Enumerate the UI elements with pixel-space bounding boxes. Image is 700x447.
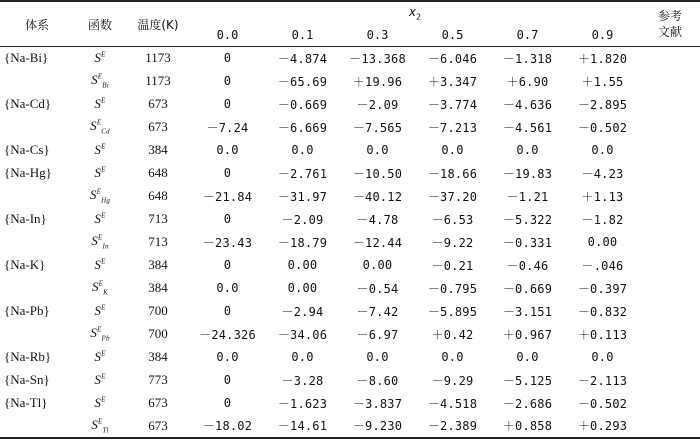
cell-reference bbox=[640, 231, 700, 254]
cell-temperature: 673 bbox=[148, 96, 168, 111]
cell-system: {Na-Cd} bbox=[4, 96, 52, 111]
cell-reference bbox=[640, 277, 700, 300]
table-row bbox=[0, 300, 700, 323]
cell-function bbox=[74, 300, 126, 323]
cell-value: 0 bbox=[223, 166, 232, 180]
cell-value: －12.44 bbox=[352, 235, 403, 250]
cell-system: {Na-K} bbox=[4, 257, 46, 272]
cell-value: －14.61 bbox=[277, 419, 328, 433]
cell-temperature: 773 bbox=[148, 372, 168, 387]
function-subscript: Tl bbox=[102, 426, 109, 435]
function-symbol: S bbox=[90, 325, 98, 341]
cell-function bbox=[74, 277, 126, 300]
function-symbol: S bbox=[94, 303, 102, 318]
cell-value: －18.79 bbox=[277, 235, 328, 250]
cell-value: 0.0 bbox=[366, 143, 389, 157]
cell-system bbox=[0, 415, 74, 438]
cell-value: －.046 bbox=[581, 258, 624, 273]
cell-reference bbox=[640, 139, 700, 162]
function-superscript: E bbox=[98, 279, 104, 288]
header-x-value: 0.0 bbox=[216, 28, 239, 42]
cell-value: －0.502 bbox=[577, 396, 628, 411]
cell-reference bbox=[640, 369, 700, 392]
cell-value: ＋0.42 bbox=[431, 327, 474, 342]
header-x-value: 0.5 bbox=[441, 28, 464, 42]
cell-value: －3.28 bbox=[281, 373, 324, 388]
table-row bbox=[0, 139, 700, 162]
cell-reference bbox=[640, 346, 700, 369]
header-x-value: 0.9 bbox=[591, 28, 614, 42]
cell-value: －5.895 bbox=[427, 304, 478, 319]
cell-value: ＋6.90 bbox=[506, 74, 549, 89]
cell-value: －6.53 bbox=[431, 212, 474, 227]
function-symbol: S bbox=[90, 118, 97, 134]
cell-value: －24.326 bbox=[199, 327, 256, 342]
cell-temperature: 673 bbox=[148, 395, 168, 410]
function-subscript: Cd bbox=[101, 127, 110, 136]
cell-value: 0.0 bbox=[216, 350, 239, 364]
cell-system bbox=[0, 323, 74, 346]
cell-value: 0 bbox=[223, 51, 232, 66]
function-subscript: In bbox=[102, 242, 109, 251]
cell-value: －9.230 bbox=[352, 419, 403, 433]
cell-value: ＋1.820 bbox=[577, 51, 628, 66]
table-row bbox=[0, 231, 700, 254]
cell-temperature: 1173 bbox=[145, 73, 171, 88]
cell-value: －0.669 bbox=[277, 97, 328, 112]
cell-value: －5.125 bbox=[502, 373, 553, 388]
function-symbol: S bbox=[94, 211, 102, 226]
function-superscript: E bbox=[101, 96, 106, 105]
function-symbol: S bbox=[91, 233, 98, 249]
cell-temperature: 713 bbox=[148, 211, 168, 226]
function-superscript: E bbox=[97, 233, 103, 242]
header-x-value: 0.3 bbox=[366, 28, 389, 42]
cell-function bbox=[74, 369, 126, 392]
cell-reference bbox=[640, 415, 700, 438]
cell-value: －0.397 bbox=[577, 281, 628, 296]
function-superscript: E bbox=[101, 211, 106, 220]
cell-system: {Na-Bi} bbox=[4, 50, 49, 66]
cell-value: －1.623 bbox=[277, 396, 328, 411]
cell-system: {Na-Tl} bbox=[4, 395, 48, 410]
cell-value: －2.09 bbox=[281, 212, 324, 227]
function-symbol: S bbox=[91, 279, 99, 295]
cell-value: ＋19.96 bbox=[352, 74, 403, 89]
cell-function bbox=[74, 254, 126, 277]
cell-value: －10.50 bbox=[352, 166, 403, 181]
cell-value: 0.0 bbox=[441, 350, 464, 364]
cell-temperature: 384 bbox=[148, 349, 168, 364]
cell-value: ＋3.347 bbox=[427, 74, 478, 89]
function-subscript: Bi bbox=[102, 81, 109, 90]
cell-value: －1.82 bbox=[581, 212, 624, 227]
cell-value: －1.318 bbox=[502, 51, 553, 66]
cell-value: ＋0.858 bbox=[502, 419, 553, 433]
header-x-value: 0.1 bbox=[291, 28, 314, 42]
cell-value: ＋0.293 bbox=[577, 419, 628, 433]
cell-function bbox=[74, 231, 126, 254]
cell-function bbox=[74, 139, 126, 162]
cell-temperature: 673 bbox=[148, 119, 168, 134]
function-superscript: E bbox=[97, 325, 102, 334]
cell-reference bbox=[640, 300, 700, 323]
cell-value: －6.046 bbox=[427, 51, 478, 66]
function-symbol: S bbox=[94, 96, 102, 111]
cell-value: 0.0 bbox=[291, 143, 314, 157]
table-row bbox=[0, 116, 700, 139]
function-superscript: E bbox=[101, 372, 106, 381]
cell-temperature: 700 bbox=[148, 326, 168, 341]
cell-value: －5.322 bbox=[502, 212, 553, 227]
cell-value: ＋1.13 bbox=[581, 189, 624, 204]
cell-value: －21.84 bbox=[202, 189, 253, 204]
table-row bbox=[0, 70, 700, 93]
cell-value: 0 bbox=[223, 304, 232, 318]
cell-system: {Na-In} bbox=[4, 211, 47, 226]
function-superscript: E bbox=[97, 72, 103, 81]
function-symbol: S bbox=[94, 50, 102, 66]
cell-function bbox=[74, 415, 126, 438]
cell-value: 0.0 bbox=[216, 281, 239, 295]
cell-value: 0.0 bbox=[291, 350, 314, 364]
function-symbol: S bbox=[89, 187, 97, 203]
cell-value: －4.561 bbox=[502, 120, 553, 135]
cell-value: 0 bbox=[223, 97, 232, 111]
function-superscript: E bbox=[101, 50, 106, 59]
cell-temperature: 700 bbox=[148, 303, 168, 318]
cell-value: －0.46 bbox=[506, 258, 549, 273]
cell-function bbox=[74, 392, 126, 415]
cell-temperature: 673 bbox=[148, 417, 168, 433]
cell-value: －19.83 bbox=[502, 166, 553, 181]
cell-value: 0 bbox=[223, 258, 232, 272]
function-superscript: E bbox=[97, 417, 103, 426]
cell-function bbox=[74, 208, 126, 231]
function-superscript: E bbox=[101, 349, 106, 358]
cell-value: －7.565 bbox=[352, 120, 403, 135]
cell-system: {Na-Hg} bbox=[4, 165, 52, 180]
cell-system bbox=[0, 185, 74, 208]
table-row bbox=[0, 346, 700, 369]
function-subscript: Hg bbox=[101, 196, 111, 205]
function-symbol: S bbox=[94, 257, 102, 272]
cell-system bbox=[0, 116, 74, 139]
cell-value: －3.151 bbox=[502, 304, 553, 319]
table-row bbox=[0, 323, 700, 346]
cell-system: {Na-Cs} bbox=[4, 142, 50, 157]
cell-system: {Na-Rb} bbox=[4, 349, 52, 364]
function-symbol: S bbox=[94, 142, 102, 157]
cell-value: －8.60 bbox=[356, 373, 399, 388]
table-row bbox=[0, 93, 700, 116]
function-symbol: S bbox=[94, 395, 102, 410]
cell-reference bbox=[640, 208, 700, 231]
header-reference-line2: 文献 bbox=[658, 25, 683, 39]
table-row bbox=[0, 185, 700, 208]
function-superscript: E bbox=[96, 118, 102, 127]
table-row bbox=[0, 277, 700, 300]
function-superscript: E bbox=[101, 303, 106, 312]
function-symbol: S bbox=[94, 372, 102, 387]
cell-value: 0 bbox=[223, 212, 232, 226]
cell-function bbox=[74, 346, 126, 369]
cell-value: －2.94 bbox=[281, 304, 324, 319]
cell-value: －6.97 bbox=[356, 327, 399, 342]
cell-value: －3.774 bbox=[427, 97, 478, 112]
cell-system bbox=[0, 231, 74, 254]
cell-value: －2.389 bbox=[427, 419, 478, 433]
cell-value: －0.502 bbox=[577, 120, 628, 135]
table-row bbox=[0, 254, 700, 277]
cell-system bbox=[0, 70, 74, 93]
cell-reference bbox=[640, 323, 700, 346]
cell-value: 0 bbox=[223, 373, 232, 387]
cell-reference bbox=[640, 116, 700, 139]
function-symbol: S bbox=[91, 416, 98, 432]
x2-symbol: x bbox=[408, 4, 417, 19]
cell-value: －4.636 bbox=[502, 97, 553, 112]
cell-value: －0.795 bbox=[427, 281, 478, 296]
cell-function bbox=[74, 93, 126, 116]
cell-reference bbox=[640, 392, 700, 415]
cell-temperature: 648 bbox=[148, 165, 168, 180]
cell-reference bbox=[640, 70, 700, 93]
cell-function bbox=[74, 47, 126, 70]
cell-value: －18.02 bbox=[202, 419, 253, 433]
table-row bbox=[0, 369, 700, 392]
cell-value: 0.0 bbox=[516, 350, 539, 364]
function-symbol: S bbox=[94, 165, 102, 180]
function-symbol: S bbox=[91, 72, 98, 88]
cell-value: －7.213 bbox=[427, 120, 478, 135]
cell-temperature: 384 bbox=[148, 257, 168, 272]
table-row bbox=[0, 392, 700, 415]
cell-value: －2.895 bbox=[577, 97, 628, 112]
cell-value: －4.518 bbox=[427, 396, 478, 411]
cell-value: －4.23 bbox=[581, 166, 624, 181]
x2-subscript: 2 bbox=[416, 12, 422, 22]
cell-value: 0.0 bbox=[516, 143, 539, 157]
cell-value: 0.0 bbox=[366, 350, 389, 364]
cell-temperature: 384 bbox=[148, 142, 168, 157]
cell-value: －13.368 bbox=[349, 51, 406, 66]
header-x2 bbox=[190, 1, 640, 24]
cell-value: －2.686 bbox=[502, 396, 553, 411]
cell-value: －0.331 bbox=[502, 235, 553, 250]
cell-value: －0.832 bbox=[577, 304, 628, 319]
cell-value: －4.874 bbox=[277, 51, 328, 66]
table-body bbox=[0, 47, 700, 438]
cell-function bbox=[74, 116, 126, 139]
cell-value: 0.0 bbox=[216, 143, 239, 157]
table-row bbox=[0, 415, 700, 438]
header-function: 函数 bbox=[87, 17, 112, 32]
cell-reference bbox=[640, 47, 700, 70]
cell-value: 0.0 bbox=[591, 143, 614, 157]
cell-function bbox=[74, 323, 126, 346]
table-row bbox=[0, 47, 700, 70]
cell-value: 0 bbox=[223, 74, 232, 88]
cell-value: －37.20 bbox=[427, 189, 478, 204]
function-subscript: K bbox=[103, 288, 109, 297]
cell-value: －7.24 bbox=[206, 120, 249, 135]
cell-value: －18.66 bbox=[427, 166, 478, 181]
cell-reference bbox=[640, 185, 700, 208]
cell-value: ＋0.967 bbox=[502, 327, 553, 342]
cell-temperature: 713 bbox=[148, 234, 168, 249]
cell-value: －2.113 bbox=[577, 373, 628, 388]
cell-value: －40.12 bbox=[352, 189, 403, 204]
cell-value: 0.00 bbox=[362, 258, 393, 272]
cell-function bbox=[74, 162, 126, 185]
cell-value: ＋1.55 bbox=[581, 74, 624, 89]
cell-value: －23.43 bbox=[202, 235, 253, 250]
cell-system: {Na-Pb} bbox=[4, 303, 50, 318]
function-superscript: E bbox=[101, 142, 106, 151]
cell-temperature: 384 bbox=[148, 280, 168, 295]
cell-value: －31.97 bbox=[277, 189, 328, 204]
cell-temperature: 648 bbox=[148, 188, 168, 203]
header-system: 体系 bbox=[24, 17, 49, 32]
cell-value: －7.42 bbox=[356, 304, 399, 319]
cell-value: 0.00 bbox=[587, 235, 618, 249]
cell-function bbox=[74, 185, 126, 208]
function-superscript: E bbox=[101, 395, 106, 404]
table-row bbox=[0, 208, 700, 231]
function-superscript: E bbox=[96, 187, 102, 196]
cell-temperature: 1173 bbox=[145, 50, 171, 66]
cell-value: －6.669 bbox=[277, 120, 328, 135]
table-header bbox=[0, 1, 700, 47]
cell-value: －65.69 bbox=[277, 74, 328, 89]
cell-value: 0.00 bbox=[287, 258, 318, 272]
header-x-value: 0.7 bbox=[516, 28, 539, 42]
function-subscript: Pb bbox=[101, 334, 110, 343]
cell-value: 0.00 bbox=[287, 281, 318, 295]
cell-system bbox=[0, 277, 74, 300]
cell-reference bbox=[640, 93, 700, 116]
cell-value: －0.21 bbox=[431, 258, 474, 273]
cell-reference bbox=[640, 162, 700, 185]
header-reference bbox=[640, 1, 700, 47]
cell-value: －34.06 bbox=[277, 327, 328, 342]
cell-function bbox=[74, 70, 126, 93]
cell-value: －3.837 bbox=[352, 396, 403, 411]
function-superscript: E bbox=[101, 257, 106, 266]
cell-value: 0.0 bbox=[441, 143, 464, 157]
cell-reference bbox=[640, 254, 700, 277]
cell-value: 0.0 bbox=[591, 350, 614, 364]
header-temperature: 温度(K) bbox=[137, 17, 179, 32]
cell-value: －4.78 bbox=[356, 212, 399, 227]
cell-value: －1.21 bbox=[506, 189, 549, 204]
cell-value: －9.22 bbox=[431, 235, 474, 250]
cell-value: －0.54 bbox=[356, 281, 399, 296]
table-row bbox=[0, 162, 700, 185]
cell-value: －9.29 bbox=[431, 373, 474, 388]
cell-value: －0.669 bbox=[502, 281, 553, 296]
cell-value: 0 bbox=[223, 396, 232, 410]
cell-value: ＋0.113 bbox=[577, 327, 628, 342]
header-reference-line1: 参考 bbox=[658, 9, 683, 23]
cell-value: －2.09 bbox=[356, 97, 399, 112]
cell-value: －2.761 bbox=[277, 166, 328, 181]
function-superscript: E bbox=[101, 165, 106, 174]
function-symbol: S bbox=[94, 349, 102, 364]
cell-system: {Na-Sn} bbox=[4, 372, 50, 387]
